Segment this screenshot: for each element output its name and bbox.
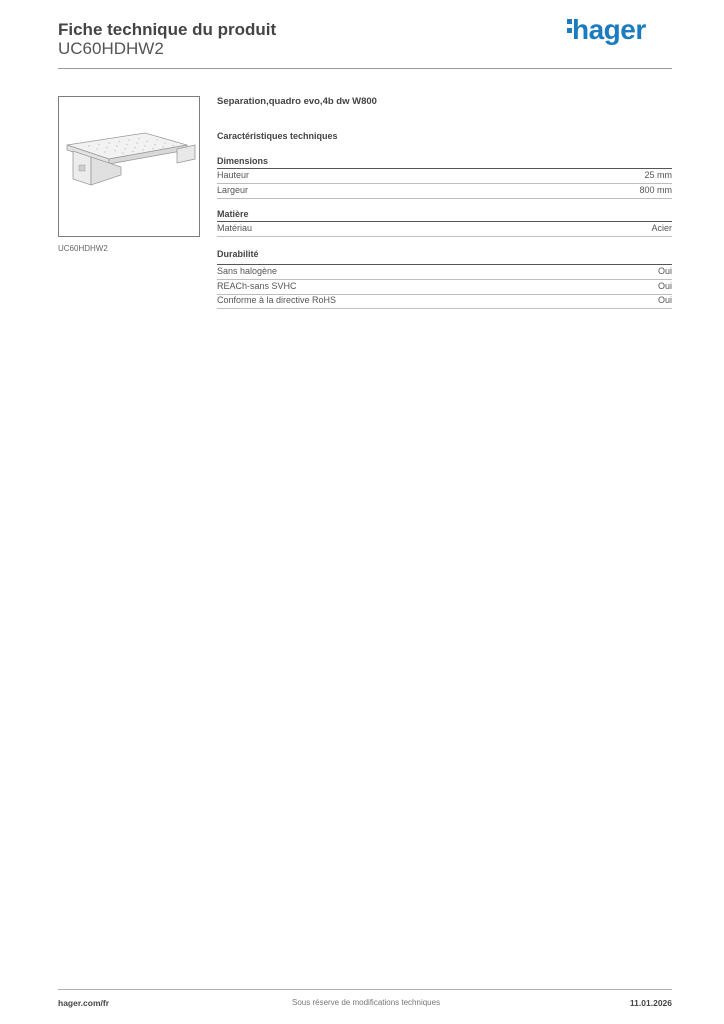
group-heading-durabilite: Durabilité [217, 249, 259, 259]
section-heading: Caractéristiques techniques [217, 131, 338, 141]
spec-row [217, 265, 672, 280]
header-divider [58, 68, 672, 69]
spec-row [217, 169, 672, 184]
spec-row [217, 222, 672, 237]
footer-website-link[interactable]: hager.com/fr [58, 998, 110, 1008]
group-heading-matiere: Matière [217, 209, 249, 219]
logo-dots-icon [567, 15, 572, 37]
page-title: Fiche technique du produit [58, 20, 277, 39]
spec-value: Oui [657, 266, 672, 276]
product-image [58, 96, 200, 237]
spec-value: Oui [657, 295, 672, 305]
footer-divider [58, 989, 672, 990]
spec-label: REACh-sans SVHC [217, 281, 297, 291]
spec-value: Acier [651, 223, 672, 233]
separation-plate-illustration [59, 97, 199, 236]
spec-row [217, 294, 672, 309]
product-name: Separation,quadro evo,4b dw W800 [217, 96, 377, 107]
footer-notice: Sous réserve de modifications techniques [292, 998, 441, 1007]
spec-label: Largeur [217, 185, 249, 195]
group-heading-dimensions: Dimensions [217, 156, 269, 166]
spec-label: Sans halogène [217, 266, 278, 276]
spec-value: Oui [657, 281, 672, 291]
spec-label: Matériau [217, 223, 253, 233]
spec-value: 800 mm [639, 185, 672, 195]
footer-date: 11.01.2026 [629, 998, 672, 1008]
spec-label: Hauteur [217, 170, 250, 180]
spec-row [217, 184, 672, 199]
product-code: UC60HDHW2 [58, 39, 164, 58]
image-caption: UC60HDHW2 [58, 244, 108, 253]
spec-label: Conforme à la directive RoHS [217, 295, 337, 305]
spec-row [217, 280, 672, 295]
spec-value: 25 mm [644, 170, 672, 180]
hager-logo [567, 14, 646, 46]
logo-text: hager [572, 14, 646, 45]
